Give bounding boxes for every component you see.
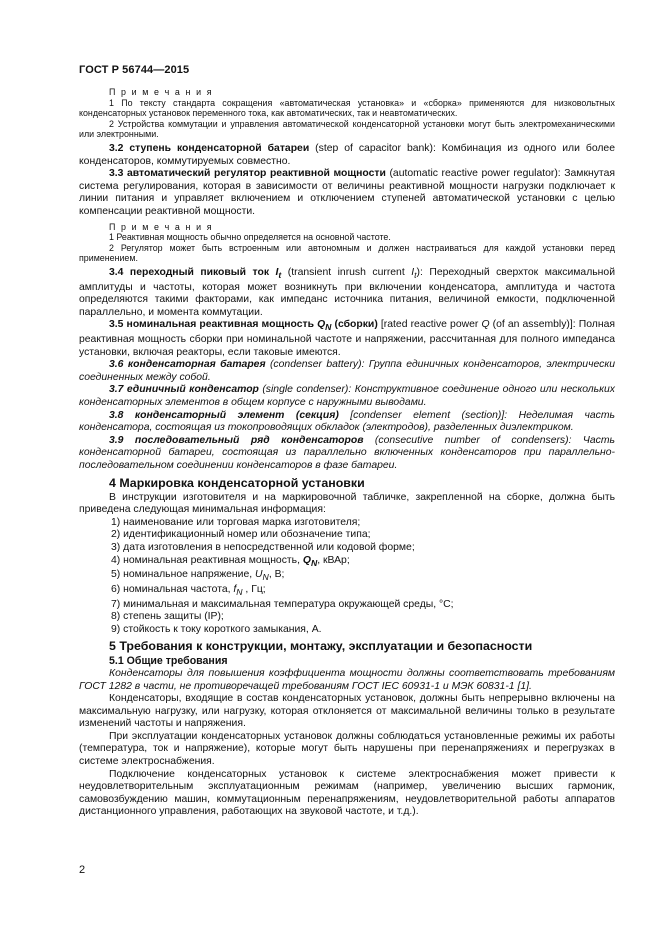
- term-symbol: Q: [481, 319, 490, 331]
- term-title: 3.6 конденсаторная батарея: [109, 359, 266, 371]
- list-item: 2) идентификационный номер или обозначение типа;: [111, 529, 371, 541]
- term-3-8: [79, 410, 615, 435]
- term-3-3: [79, 168, 615, 218]
- list-item: 4) номинальная реактивная мощность, $Q_N$, кВАр;: [111, 554, 350, 568]
- paragraph: Конденсаторы для повышения коэффициента мощности должны соответствовать требованиям ГОСТ 1282 в части, не противоречащей требованиям ГОСТ IEC 60931-1 и МЭК 60831-1 [1].: [79, 667, 615, 692]
- section-5-heading: 5 Требования к конструкции, монтажу, эксплуатации и безопасности: [109, 639, 533, 654]
- term-3-4: [79, 267, 615, 319]
- note-item: 1 По тексту стандарта сокращения «автоматическая установка» и «сборка» применяются для низковольтных конденсаторных установок переменного тока, как автоматических, так и неавтоматических.: [79, 97, 615, 119]
- section-4-heading: 4 Маркировка конденсаторной установки: [109, 475, 365, 490]
- term-symbol-sub: N: [325, 322, 332, 333]
- list-item: 9) стойкость к току короткого замыкания, А.: [111, 623, 322, 635]
- list-item: 1) наименование или торговая марка изготовителя;: [111, 516, 361, 528]
- section-4-intro: В инструкции изготовителя и на маркировочной табличке, закрепленной на сборке, должна быть приведена следующая минимальная информация:: [79, 491, 615, 516]
- paragraph: Конденсаторы, входящие в состав конденсаторных установок, должны быть непрерывно включены на максимальную нагрузку, или нагрузку, которая отклоняется от максимальной величины только в результате изменений частоты и напряжения.: [79, 693, 615, 730]
- term-title: (сборки): [331, 319, 378, 331]
- document-header: ГОСТ Р 56744—2015: [79, 64, 190, 76]
- paragraph: Подключение конденсаторных установок к системе электроснабжения может привести к неудовлетворительным эксплуатационным режимам (например, увеличению высших гармоник, самовозбуждению машин, коммутационным перенапряжениям, неудовлетворительной работы аппаратов дистанционного управления, работающих на звуковой частоте, и т.д.).: [79, 768, 615, 818]
- list-item: 5) номинальное напряжение, $U_N$, В;: [111, 569, 285, 583]
- term-title: 3.7 единичный конденсатор: [109, 384, 259, 396]
- term-title: 3.4 переходный пиковый ток: [109, 266, 276, 278]
- term-title: 3.5 номинальная реактивная мощность: [109, 319, 318, 331]
- note-item: 2 Регулятор может быть встроенным или автономным и должен настраиваться для каждой установки перед применением.: [79, 242, 615, 264]
- note-item: 2 Устройства коммутации и управления автоматической конденсаторной установки могут быть электромеханическими или электронными.: [79, 118, 615, 140]
- term-3-2: [79, 143, 615, 168]
- term-definition: [rated reactive power: [377, 319, 482, 331]
- term-symbol: I: [411, 266, 415, 278]
- term-definition: (consecutive number of condensers): Часть конденсаторной батареи, состоящая из параллельно включенных конденсаторов при параллельно-последовательном соединении конденсаторов в фазе батареи.: [79, 434, 615, 471]
- term-symbol: I: [275, 266, 279, 278]
- term-3-9: [79, 435, 615, 473]
- marking-list: [79, 517, 615, 637]
- term-3-6: [79, 359, 615, 384]
- paragraph: При эксплуатации конденсаторных установок должны соблюдаться установленные режимы их работы (температура, ток и напряжение), которые могут быть нарушены при перенапряжениях и перегрузках в системе электроснабжения.: [79, 730, 615, 768]
- term-definition: (transient inrush current: [281, 266, 412, 278]
- notes-block-2: [79, 222, 615, 264]
- term-3-5: [79, 319, 615, 359]
- term-definition: (of an assembly)]: Полная реактивная мощность сборки при номинальной частоте и напряжении, рассчитанная для полного импеданса установки, включая реакторы, если таковые имеются.: [79, 319, 615, 358]
- term-symbol-sub: t: [414, 269, 417, 280]
- list-item: 7) минимальная и максимальная температура окружающей среды, °С;: [111, 598, 454, 610]
- list-item: 3) дата изготовления в непосредственной или кодовой форме;: [111, 541, 415, 553]
- term-title: 3.8 конденсаторный элемент (секция): [109, 409, 339, 421]
- document-body: [79, 87, 615, 819]
- notes-title: П р и м е ч а н и я: [109, 87, 214, 97]
- term-definition: (single condenser): Конструктивное соединение одного или нескольких конденсаторных элементов в общем корпусе с наружными выводами.: [79, 384, 615, 408]
- term-definition: [condenser element (section)]: Неделимая часть конденсатора, состоящая из токопроводящих обкладок (электродов), разделенных диэлектриком.: [79, 409, 615, 434]
- term-title: 3.9 последовательный ряд конденсаторов: [109, 434, 364, 446]
- term-definition: ): Переходный сверхток максимальной амплитуды и частоты, которая может возникнуть при включении конденсатора, амплитуда и частота определяются такими факторами, как импеданс источника питания, величиной емкости, подключенной параллельно, и момента коммутации.: [79, 266, 615, 318]
- term-definition: (condenser battery): Группа единичных конденсаторов, электрически соединенных между собой.: [79, 359, 616, 383]
- notes-block-1: [79, 87, 615, 140]
- subsection-5-1-heading: 5.1 Общие требования: [109, 655, 228, 668]
- term-definition: (step of capacitor bank): Комбинация из одного или более конденсаторов, коммутируемых совместно.: [79, 142, 615, 167]
- term-title: 3.2 ступень конденсаторной батареи: [109, 142, 310, 154]
- note-item: 1 Реактивная мощность обычно определяется на основной частоте.: [109, 232, 391, 243]
- list-item: 8) степень защиты (IP);: [111, 611, 224, 623]
- term-definition: (automatic reactive power regulator): Замкнутая система регулирования, которая в зависимости от величины реактивной мощности нагрузки подключает к линии питания и управляет включением и отключением ступеней автоматической установки с целью компенсации реактивной мощности.: [79, 168, 615, 217]
- notes-title: П р и м е ч а н и я: [109, 221, 214, 232]
- term-symbol: Q: [317, 319, 326, 331]
- page-number: 2: [79, 864, 86, 876]
- term-symbol-sub: t: [278, 269, 282, 280]
- term-title: 3.3 автоматический регулятор реактивной мощности: [109, 168, 386, 180]
- list-item: 6) номинальная частота, $f_N$ , Гц;: [111, 583, 266, 597]
- term-3-7: [79, 384, 615, 409]
